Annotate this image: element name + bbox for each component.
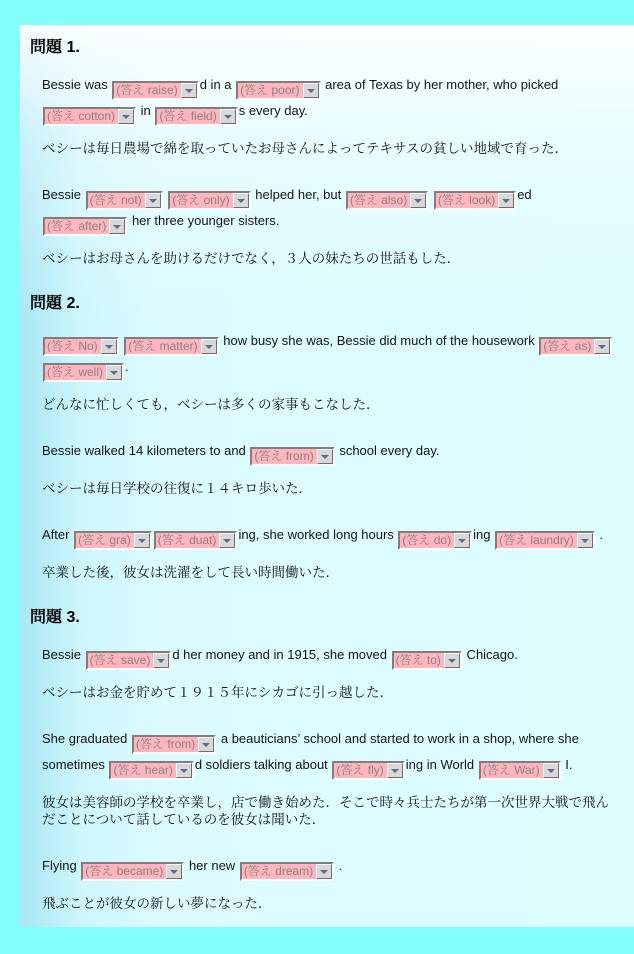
question-text: Chicago. bbox=[462, 647, 518, 662]
chevron-down-icon bbox=[149, 199, 157, 203]
chevron-down-icon bbox=[458, 539, 466, 543]
question-text: her new bbox=[185, 858, 239, 873]
section-title: 問題 1. bbox=[30, 39, 80, 56]
question-item bbox=[28, 184, 618, 267]
answer-dropdown[interactable] bbox=[43, 107, 136, 126]
dropdown-arrow-button[interactable] bbox=[303, 83, 319, 98]
answer-dropdown[interactable] bbox=[81, 862, 184, 881]
question-item bbox=[28, 855, 618, 912]
answer-dropdown[interactable] bbox=[392, 651, 462, 670]
dropdown-arrow-button[interactable] bbox=[145, 193, 161, 208]
chevron-down-icon bbox=[202, 743, 210, 747]
chevron-down-icon bbox=[105, 345, 113, 349]
question-text bbox=[120, 333, 124, 348]
dropdown-arrow-button[interactable] bbox=[109, 219, 125, 234]
answer-dropdown[interactable] bbox=[539, 337, 612, 356]
translation-text: ベシーは毎日農場で綿を取っていたお母さんによってテキサスの貧しい地域で育った． bbox=[42, 141, 568, 156]
translation-text: ベシーは毎日学校の往復に１４キロ歩いた． bbox=[42, 481, 312, 496]
chevron-down-icon bbox=[321, 455, 329, 459]
question-text: . bbox=[595, 527, 603, 542]
answer-dropdown[interactable] bbox=[43, 363, 124, 382]
answer-dropdown-value: (答え fly) bbox=[334, 763, 386, 778]
chevron-down-icon bbox=[581, 539, 589, 543]
answer-dropdown[interactable] bbox=[109, 761, 193, 780]
question-text: I. bbox=[561, 757, 573, 772]
answer-dropdown-value: (答え as) bbox=[541, 339, 594, 354]
question-text: After bbox=[42, 527, 74, 542]
question-text bbox=[613, 333, 617, 348]
answer-dropdown-value: (答え cotton) bbox=[45, 109, 118, 124]
dropdown-arrow-button[interactable] bbox=[498, 193, 514, 208]
answer-dropdown-value: (答え raise) bbox=[114, 83, 180, 98]
chevron-down-icon bbox=[414, 199, 422, 203]
answer-dropdown-value: (答え matter) bbox=[126, 339, 200, 354]
dropdown-arrow-button[interactable] bbox=[201, 339, 217, 354]
dropdown-arrow-button[interactable] bbox=[134, 533, 150, 548]
translation-text: ベシーはお母さんを助けるだけでなく，３人の妹たちの世話もした． bbox=[42, 251, 461, 266]
question-text: Bessie was bbox=[42, 77, 112, 92]
answer-dropdown-value: (答え from) bbox=[134, 737, 198, 752]
answer-dropdown-value: (答え duat) bbox=[156, 533, 220, 548]
question-sentence bbox=[42, 524, 616, 550]
answer-dropdown-value: (答え save) bbox=[88, 653, 154, 668]
chevron-down-icon bbox=[180, 769, 188, 773]
answer-dropdown-value: (答え gra) bbox=[76, 533, 134, 548]
answer-dropdown[interactable] bbox=[250, 447, 334, 466]
answer-dropdown[interactable] bbox=[112, 81, 198, 100]
dropdown-arrow-button[interactable] bbox=[454, 533, 470, 548]
chevron-down-icon bbox=[448, 659, 456, 663]
question-sentence bbox=[42, 184, 616, 236]
dropdown-arrow-button[interactable] bbox=[444, 653, 460, 668]
answer-dropdown[interactable] bbox=[154, 531, 238, 550]
chevron-down-icon bbox=[170, 870, 178, 874]
answer-dropdown-value: (答え poor) bbox=[238, 83, 302, 98]
chevron-down-icon bbox=[223, 539, 231, 543]
question-text: Bessie bbox=[42, 187, 85, 202]
answer-dropdown-value: (答え to) bbox=[394, 653, 444, 668]
translation-text: 卒業した後，彼女は洗濯をして長い時間働いた． bbox=[42, 565, 339, 580]
question-text: d in a bbox=[199, 77, 236, 92]
answer-dropdown[interactable] bbox=[479, 761, 561, 780]
question-text: in bbox=[137, 103, 155, 118]
question-text: how busy she was, Bessie did much of the housework bbox=[219, 333, 539, 348]
dropdown-arrow-button[interactable] bbox=[317, 449, 333, 464]
section-title: 問題 2. bbox=[30, 295, 80, 312]
dropdown-arrow-button[interactable] bbox=[101, 339, 117, 354]
chevron-down-icon bbox=[185, 89, 193, 93]
question-text: her three younger sisters. bbox=[128, 213, 280, 228]
dropdown-arrow-button[interactable] bbox=[233, 193, 249, 208]
answer-dropdown-value: (答え look) bbox=[436, 193, 498, 208]
chevron-down-icon bbox=[391, 769, 399, 773]
question-text: helped her, but bbox=[251, 187, 345, 202]
dropdown-arrow-button[interactable] bbox=[181, 83, 197, 98]
chevron-down-icon bbox=[224, 115, 232, 119]
translation-text: ベシーはお金を貯めて１９１５年にシカゴに引っ越した． bbox=[42, 685, 393, 700]
answer-dropdown[interactable] bbox=[86, 651, 172, 670]
chevron-down-icon bbox=[205, 345, 213, 349]
answer-dropdown-value: (答え field) bbox=[157, 109, 219, 124]
answer-dropdown[interactable] bbox=[43, 217, 127, 236]
answer-dropdown[interactable] bbox=[74, 531, 152, 550]
answer-dropdown-value: (答え hear) bbox=[111, 763, 175, 778]
chevron-down-icon bbox=[547, 769, 555, 773]
translation-text: 飛ぶことが彼女の新しい夢になった． bbox=[42, 896, 272, 911]
dropdown-arrow-button[interactable] bbox=[220, 109, 236, 124]
question-text: . bbox=[125, 359, 129, 374]
question-sentence bbox=[42, 855, 616, 881]
quiz-content-area bbox=[20, 25, 634, 927]
dropdown-arrow-button[interactable] bbox=[198, 737, 214, 752]
answer-dropdown-value: (答え after) bbox=[45, 219, 109, 234]
answer-dropdown-value: (答え do) bbox=[400, 533, 454, 548]
dropdown-arrow-button[interactable] bbox=[387, 763, 403, 778]
answer-dropdown-value: (答え War) bbox=[481, 763, 543, 778]
dropdown-arrow-button[interactable] bbox=[410, 193, 426, 208]
dropdown-arrow-button[interactable] bbox=[166, 864, 182, 879]
question-text: s every day. bbox=[238, 103, 308, 118]
answer-dropdown[interactable] bbox=[236, 81, 320, 100]
question-text: ed bbox=[517, 187, 536, 202]
question-item bbox=[28, 440, 618, 497]
question-text: a beauticians’ school and started to work in a shop, where she sometimes bbox=[42, 731, 583, 772]
question-sentence bbox=[42, 728, 616, 780]
chevron-down-icon bbox=[598, 345, 606, 349]
dropdown-arrow-button[interactable] bbox=[543, 763, 559, 778]
answer-dropdown[interactable] bbox=[332, 761, 404, 780]
answer-dropdown[interactable] bbox=[155, 107, 237, 126]
answer-dropdown[interactable] bbox=[495, 531, 595, 550]
answer-dropdown-value: (答え also) bbox=[348, 193, 410, 208]
answer-dropdown[interactable] bbox=[43, 337, 119, 356]
translation-text: どんなに忙しくても，ベシーは多くの家事もこなした． bbox=[42, 397, 380, 412]
question-text: Bessie bbox=[42, 647, 85, 662]
answer-dropdown-value: (答え well) bbox=[45, 365, 106, 380]
question-text bbox=[429, 187, 433, 202]
chevron-down-icon bbox=[320, 870, 328, 874]
question-text bbox=[164, 187, 168, 202]
dropdown-arrow-button[interactable] bbox=[594, 339, 610, 354]
answer-dropdown[interactable] bbox=[240, 862, 334, 881]
question-item bbox=[28, 644, 618, 701]
question-item bbox=[28, 330, 618, 413]
question-text: Bessie walked 14 kilometers to and bbox=[42, 443, 250, 458]
chevron-down-icon bbox=[138, 539, 146, 543]
answer-dropdown[interactable] bbox=[132, 735, 216, 754]
answer-dropdown-value: (答え became) bbox=[83, 864, 166, 879]
answer-dropdown-value: (答え not) bbox=[88, 193, 145, 208]
answer-dropdown[interactable] bbox=[434, 191, 516, 210]
question-sentence bbox=[42, 440, 616, 466]
dropdown-arrow-button[interactable] bbox=[577, 533, 593, 548]
chevron-down-icon bbox=[110, 371, 118, 375]
question-text: d her money and in 1915, she moved bbox=[172, 647, 391, 662]
answer-dropdown-value: (答え from) bbox=[252, 449, 316, 464]
answer-dropdown[interactable] bbox=[398, 531, 472, 550]
chevron-down-icon bbox=[502, 199, 510, 203]
translation-text: 彼女は美容師の学校を卒業し，店で働き始めた．そこで時々兵士たちが第一次世界大戦で飛んだことについて話しているのを彼女は聞いた． bbox=[42, 795, 609, 827]
chevron-down-icon bbox=[237, 199, 245, 203]
dropdown-arrow-button[interactable] bbox=[106, 365, 122, 380]
answer-dropdown[interactable] bbox=[168, 191, 250, 210]
question-item bbox=[28, 74, 618, 157]
answer-dropdown[interactable] bbox=[124, 337, 218, 356]
question-text: Flying bbox=[42, 858, 81, 873]
question-text: d soldiers talking about bbox=[194, 757, 332, 772]
answer-dropdown[interactable] bbox=[86, 191, 163, 210]
question-sentence bbox=[42, 330, 616, 382]
dropdown-arrow-button[interactable] bbox=[316, 864, 332, 879]
question-sentence bbox=[42, 74, 616, 126]
question-text: school every day. bbox=[335, 443, 440, 458]
answer-dropdown-value: (答え dream) bbox=[242, 864, 316, 879]
chevron-down-icon bbox=[307, 89, 315, 93]
dropdown-arrow-button[interactable] bbox=[176, 763, 192, 778]
question-text: ing, she worked long hours bbox=[238, 527, 398, 542]
question-text: She graduated bbox=[42, 731, 131, 746]
question-text: . bbox=[335, 858, 343, 873]
question-item bbox=[28, 728, 618, 828]
answer-dropdown-value: (答え No) bbox=[45, 339, 101, 354]
chevron-down-icon bbox=[113, 225, 121, 229]
chevron-down-icon bbox=[157, 659, 165, 663]
question-text: ing bbox=[473, 527, 495, 542]
answer-dropdown-value: (答え laundry) bbox=[497, 533, 577, 548]
question-sentence bbox=[42, 644, 616, 670]
section-title: 問題 3. bbox=[30, 609, 80, 626]
question-text: area of Texas by her mother, who picked bbox=[321, 77, 562, 92]
chevron-down-icon bbox=[122, 115, 130, 119]
dropdown-arrow-button[interactable] bbox=[153, 653, 169, 668]
dropdown-arrow-button[interactable] bbox=[219, 533, 235, 548]
answer-dropdown-value: (答え only) bbox=[170, 193, 232, 208]
dropdown-arrow-button[interactable] bbox=[118, 109, 134, 124]
answer-dropdown[interactable] bbox=[346, 191, 428, 210]
question-text: ing in World bbox=[405, 757, 478, 772]
question-item bbox=[28, 524, 618, 581]
